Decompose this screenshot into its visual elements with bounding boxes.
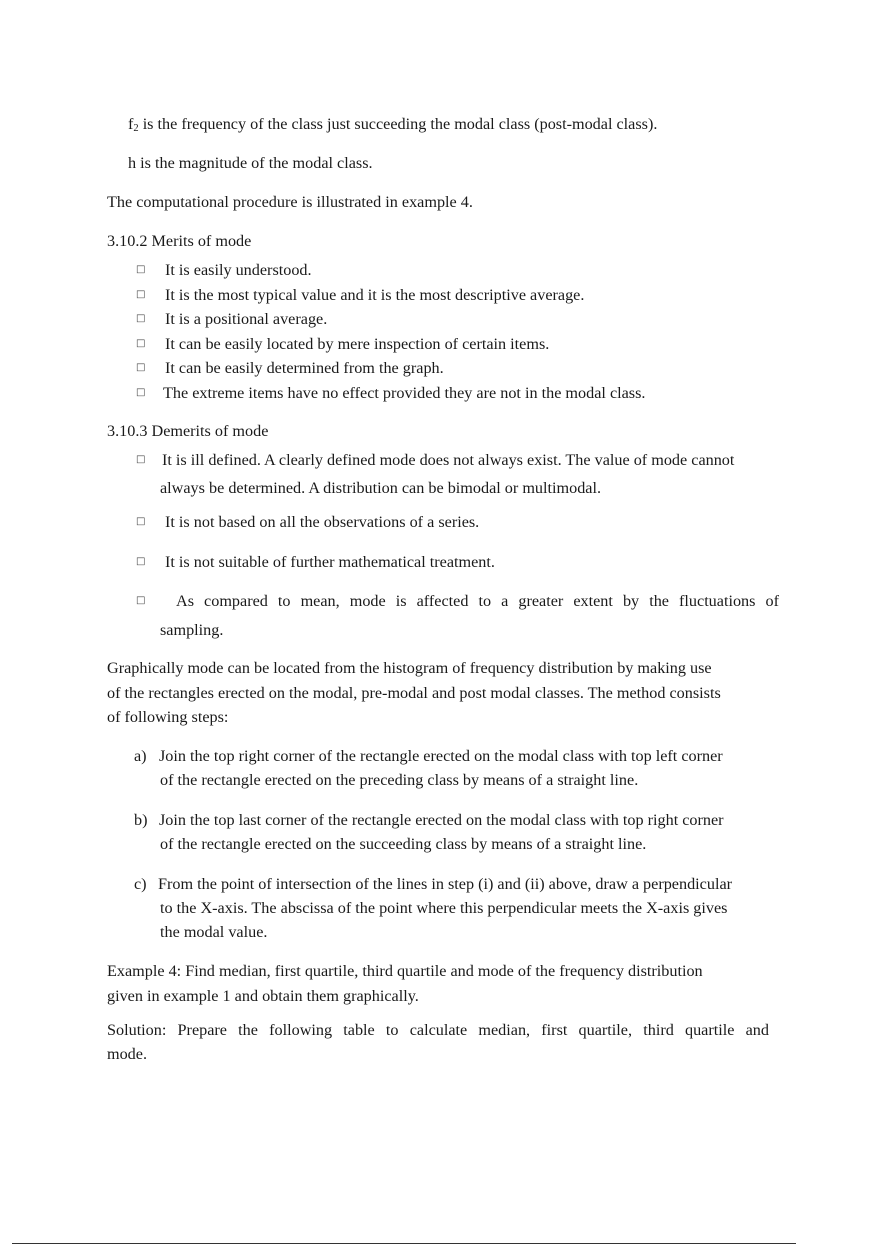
bullet-icon: □ — [136, 516, 146, 527]
graphical-paragraph-line: of following steps: — [107, 708, 229, 726]
step-b-text: Join the top last corner of the rectangle erected on the modal class with top right corner — [159, 811, 724, 829]
solution-text-cont: mode. — [107, 1045, 148, 1063]
demerit-item-cont: sampling. — [160, 621, 224, 639]
step-c-text: From the point of intersection of the lines in step (i) and (ii) above, draw a perpendicular — [158, 875, 733, 893]
merit-item: It is a positional average. — [165, 310, 328, 328]
f2-subscript: 2 — [133, 123, 139, 134]
demerit-item: It is not suitable of further mathematical treatment. — [165, 553, 495, 571]
example-heading: Example 4: Find median, first quartile, third quartile and mode of the frequency distribution — [107, 962, 703, 980]
step-b-label: b) — [134, 811, 148, 829]
f2-symbol: f — [128, 115, 134, 133]
bullet-icon: □ — [136, 264, 146, 275]
step-c-label: c) — [134, 875, 147, 893]
footer-divider — [12, 1243, 796, 1244]
f2-definition — [128, 114, 657, 139]
step-c-text-cont: to the X-axis. The abscissa of the point where this perpendicular meets the X-axis gives — [160, 899, 728, 917]
h-definition: h is the magnitude of the modal class. — [128, 154, 373, 172]
bullet-icon: □ — [136, 289, 146, 300]
bullet-icon: □ — [136, 338, 146, 349]
merit-item: It is the most typical value and it is the most descriptive average. — [165, 286, 585, 304]
bullet-icon: □ — [136, 313, 146, 324]
merit-item: The extreme items have no effect provided they are not in the modal class. — [163, 384, 646, 402]
demerit-item: It is ill defined. A clearly defined mode does not always exist. The value of mode cannot — [162, 451, 735, 469]
procedure-note: The computational procedure is illustrated in example 4. — [107, 193, 473, 211]
demerit-item: It is not based on all the observations of a series. — [165, 513, 480, 531]
merits-heading: 3.10.2 Merits of mode — [107, 232, 252, 250]
step-b-text-cont: of the rectangle erected on the succeeding class by means of a straight line. — [160, 835, 647, 853]
f2-text: is the frequency of the class just succeeding the modal class (post-modal class). — [138, 115, 658, 133]
bullet-icon: □ — [136, 556, 146, 567]
demerit-item-cont: always be determined. A distribution can be bimodal or multimodal. — [160, 479, 602, 497]
step-c-text-cont: the modal value. — [160, 923, 268, 941]
bullet-icon: □ — [136, 454, 146, 465]
graphical-paragraph-line: of the rectangles erected on the modal, pre-modal and post modal classes. The method consists — [107, 684, 721, 702]
bullet-icon: □ — [136, 387, 146, 398]
merit-item: It can be easily located by mere inspection of certain items. — [165, 335, 550, 353]
bullet-icon: □ — [136, 595, 146, 606]
demerits-heading: 3.10.3 Demerits of mode — [107, 422, 269, 440]
solution-text: Solution: Prepare the following table to calculate median, first quartile, third quartile and — [107, 1021, 769, 1039]
step-a-text-cont: of the rectangle erected on the preceding class by means of a straight line. — [160, 771, 639, 789]
merit-item: It can be easily determined from the graph. — [165, 359, 444, 377]
example-text-cont: given in example 1 and obtain them graphically. — [107, 987, 419, 1005]
step-a-label: a) — [134, 747, 147, 765]
demerit-item: As compared to mean, mode is affected to a greater extent by the fluctuations of — [176, 592, 779, 610]
merit-item: It is easily understood. — [165, 261, 312, 279]
graphical-paragraph-line: Graphically mode can be located from the histogram of frequency distribution by making use — [107, 659, 712, 677]
bullet-icon: □ — [136, 362, 146, 373]
step-a-text: Join the top right corner of the rectangle erected on the modal class with top left corner — [159, 747, 723, 765]
